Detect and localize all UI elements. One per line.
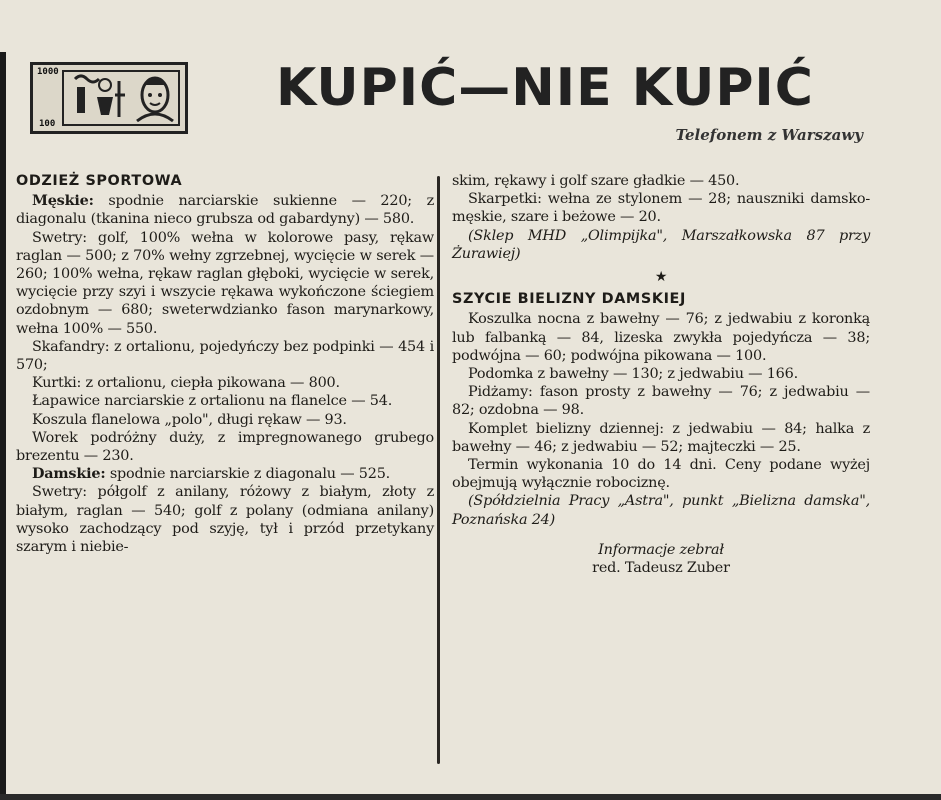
paragraph: Pidżamy: fason prosty z bawełny — 76; z jedwabiu — 82; ozdobna — 98. — [452, 384, 870, 419]
paragraph: Podomka z bawełny — 130; z jedwabiu — 166. — [468, 366, 798, 383]
section-heading-sportswear: ODZIEŻ SPORTOWA — [16, 173, 183, 189]
banknote-logo — [30, 62, 188, 134]
paragraph — [16, 192, 434, 228]
paragraph: Koszula flanelowa „polo", długi rękaw — 93. — [32, 411, 347, 428]
paragraph: Termin wykonania 10 do 14 dni. Ceny podane wyżej obejmują wyłącznie robociznę. — [452, 457, 870, 492]
paragraph: Komplet bielizny dziennej: z jedwabiu — 84; halka z bawełny — 46; z jedwabiu — 52; majteczki — 25. — [452, 420, 870, 455]
paragraph-text: spodnie narciarskie sukienne — 220; z diagonalu (tkanina nieco grubsza od gabardyny) — 580. — [16, 193, 434, 228]
banknote-drawing-icon — [33, 65, 185, 131]
paragraph-lead: Męskie: — [32, 192, 94, 210]
credit-line: Informacje zebrał — [598, 541, 724, 558]
shop-address: (Sklep MHD „Olimpijka", Marszałkowska 87 przy Żurawiej) — [452, 227, 870, 262]
page-subtitle: Telefonem z Warszawy — [675, 126, 863, 144]
logo-top-label: 1000 — [37, 67, 59, 77]
right-column — [452, 172, 870, 577]
paragraph — [16, 465, 434, 483]
paragraph-text: spodnie narciarskie z diagonalu — 525. — [105, 466, 391, 483]
author-name: red. Tadeusz Zuber — [592, 560, 730, 577]
page-edge-bar — [0, 52, 6, 800]
paragraph: Łapawice narciarskie z ortalionu na flanelce — 54. — [32, 393, 393, 410]
continuation-paragraph: skim, rękawy i golf szare gładkie — 450. — [452, 173, 740, 189]
section-heading-lingerie: SZYCIE BIELIZNY DAMSKIEJ — [452, 291, 686, 308]
paragraph: Swetry: golf, 100% wełna w kolorowe pasy, rękaw raglan — 500; z 70% wełny zgrzebnej, wycięcie w serek — 260; 100% wełna, rękaw raglan głęboki, wycięcie w serek, wycięcie przy szyi i wszycie rękawa wykończone ściegiem ozdobnym — 680; sweterwdzianko fason marynarkowy, wełna 100% — 550. — [16, 229, 434, 337]
star-separator-icon: ★ — [654, 269, 668, 286]
column-divider — [437, 176, 440, 764]
logo-bottom-label: 100 — [39, 119, 56, 129]
left-column — [16, 172, 434, 556]
paragraph: Worek podróżny duży, z impregnowanego grubego brezentu — 230. — [16, 429, 434, 465]
page-title: KUPIĆ—NIE KUPIĆ — [276, 58, 814, 118]
page-bottom-edge — [0, 794, 941, 800]
paragraph: Skafandry: z ortalionu, pojedyńczy bez podpinki — 454 i 570; — [16, 338, 434, 374]
paragraph: Swetry: półgolf z anilany, różowy z białym, złoty z białym, raglan — 540; golf z polany (odmiana anilany) wysoko zachodzący pod szyję, tył i przód przetykany szarym i niebie- — [16, 484, 434, 556]
shop-address: (Spółdzielnia Pracy „Astra", punkt „Bielizna damska", Poznańska 24) — [452, 493, 870, 528]
paragraph: Kurtki: z ortalionu, ciepła pikowana — 800. — [32, 375, 340, 392]
author-credit — [452, 541, 870, 577]
paragraph: Koszulka nocna z bawełny — 76; z jedwabiu z koronką lub falbanką — 84, lizeska zwykła pojedyńcza — 38; podwójna — 60; podwójna pikowana — 100. — [452, 311, 870, 364]
paragraph: Skarpetki: wełna ze stylonem — 28; nauszniki damsko-męskie, szare i beżowe — 20. — [452, 191, 870, 226]
paragraph-lead: Damskie: — [32, 465, 106, 483]
